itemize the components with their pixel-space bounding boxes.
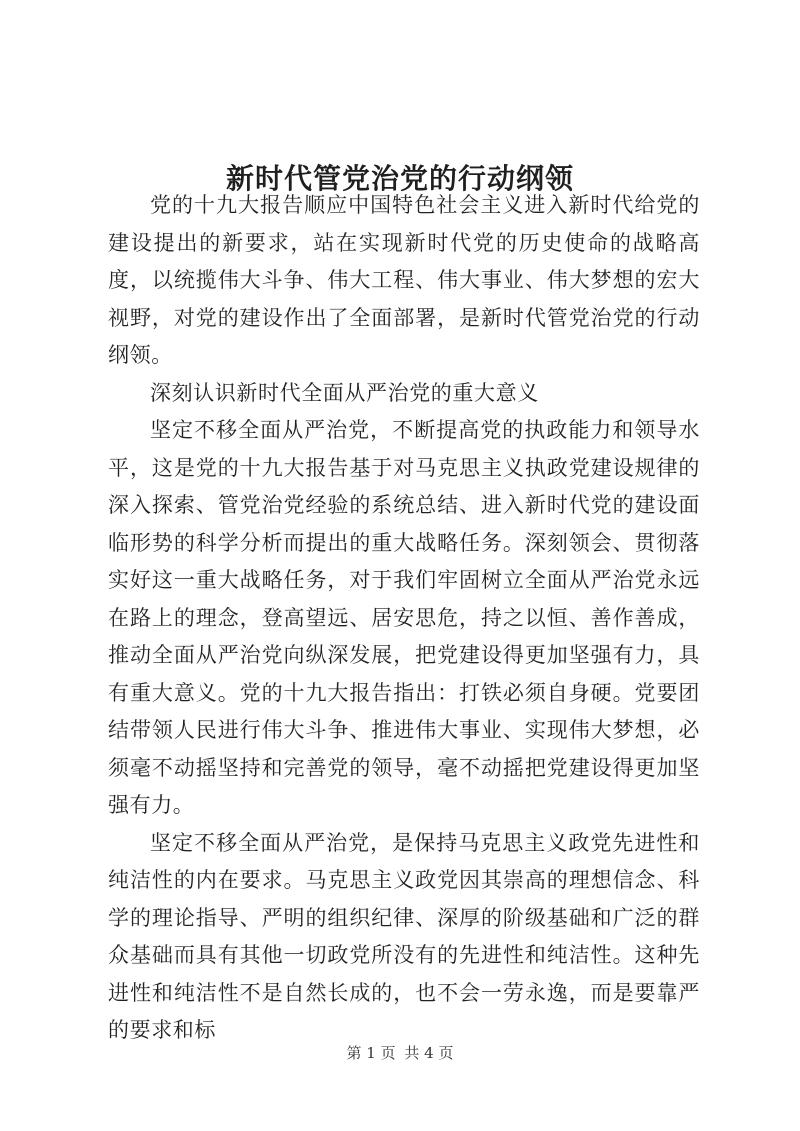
document-title: 新时代管党治党的行动纲领	[225, 161, 574, 195]
paragraph-intro: 党的十九大报告顺应中国特色社会主义进入新时代给党的建设提出的新要求，站在实现新时代党的历史使命的战略高度，以统揽伟大斗争、伟大工程、伟大事业、伟大梦想的宏大视野，对党的建设作出了全面部署，是新时代管党治党的行动纲领。	[108, 193, 700, 367]
section-heading: 深刻认识新时代全面从严治党的重大意义	[150, 380, 539, 405]
paragraph-significance: 坚定不移全面从严治党，不断提高党的执政能力和领导水平，这是党的十九大报告基于对马克思主义执政党建设规律的深入探索、管党治党经验的系统总结、进入新时代党的建设面临形势的科学分析而提出的重大战略任务。深刻领会、贯彻落实好这一重大战略任务，对于我们牢固树立全面从严治党永远在路上的理念，登高望远、居安思危，持之以恒、善作善成，推动全面从严治党向纵深发展，把党建设得更加坚强有力，具有重大意义。党的十九大报告指出：打铁必须自身硬。党要团结带领人民进行伟大斗争、推进伟大事业、实现伟大梦想，必须毫不动摇坚持和完善党的领导，毫不动摇把党建设得更加坚强有力。	[108, 418, 700, 817]
page-number: 第 1 页	[346, 1044, 396, 1062]
paragraph-purity: 坚定不移全面从严治党，是保持马克思主义政党先进性和纯洁性的内在要求。马克思主义政党因其崇高的理想信念、科学的理论指导、严明的组织纪律、深厚的阶级基础和广泛的群众基础而具有其他一切政党所没有的先进性和纯洁性。这种先进性和纯洁性不是自然长成的，也不会一劳永逸，而是要靠严的要求和标	[108, 830, 700, 1042]
page-total: 共 4 页	[404, 1044, 454, 1062]
document-body	[108, 187, 700, 1050]
page-footer	[0, 1043, 800, 1063]
